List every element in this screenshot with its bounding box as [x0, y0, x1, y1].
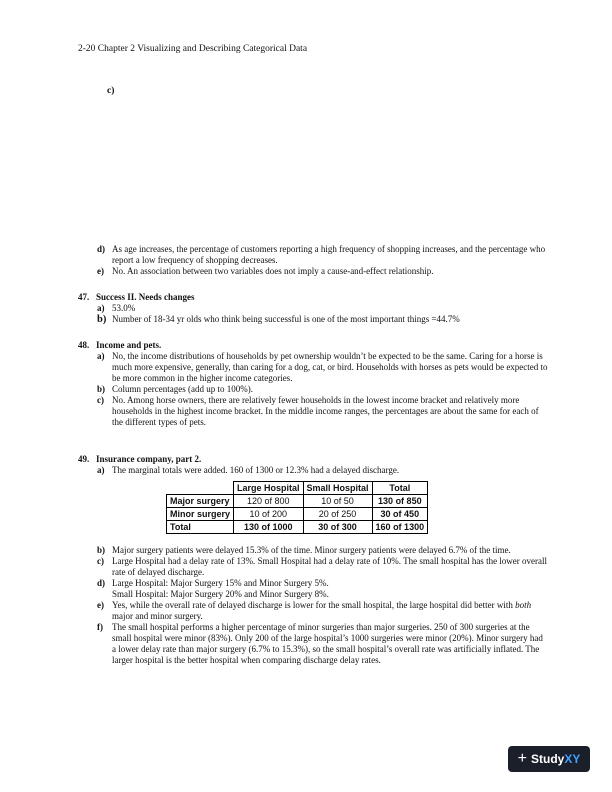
answer-text: As age increases, the percentage of customers reporting a high frequency of shopping increases, and the percentage who report a low frequency of shopping decreases. — [112, 244, 546, 265]
answer-b — [78, 545, 548, 556]
answer-text: Large Hospital had a delay rate of 13%. Small Hospital had a delay rate of 10%. The small hospital has the lower overall rate of delayed discharge. — [112, 556, 548, 577]
table-cell-total: 130 of 850 — [372, 495, 428, 508]
answer-label: d) — [97, 244, 106, 254]
answer-line: Small Hospital: Major Surgery 20% and Minor Surgery 8%. — [112, 589, 329, 599]
table-cell-total: 130 of 1000 — [234, 521, 304, 534]
question-number: 48. — [78, 340, 90, 350]
question-47 — [78, 292, 548, 325]
answer-e — [78, 600, 548, 622]
logo-study-text: Study — [530, 752, 565, 766]
answer-label: b) — [97, 314, 107, 325]
table-cell: 120 of 800 — [234, 495, 304, 508]
answer-text: Major surgery patients were delayed 15.3% of the time. Minor surgery patients were delayed 6.7% of the time. — [112, 545, 511, 555]
answer-text: No. Among horse owners, there are relatively fewer households in the lowest income bracket and relatively more households in the highest income bracket. In the middle income ranges, the percentages are about the same for each of the different types of pets. — [112, 395, 539, 427]
answer-text: Number of 18-34 yr olds who think being successful is one of the most important things =44.7% — [112, 314, 460, 324]
answer-b — [78, 314, 548, 325]
table-corner-cell — [167, 482, 234, 495]
table-cell-total: 160 of 1300 — [372, 521, 428, 534]
table-header-row — [167, 482, 428, 495]
row-label: Major surgery — [167, 495, 234, 508]
studyxy-logo — [508, 746, 590, 772]
answer-f — [78, 622, 548, 666]
column-header: Small Hospital — [303, 482, 372, 495]
answer-c — [78, 395, 548, 428]
answer-b — [78, 384, 548, 395]
table-cell-total: 30 of 300 — [303, 521, 372, 534]
table-cell: 10 of 50 — [303, 495, 372, 508]
row-label: Total — [167, 521, 234, 534]
answer-label: c) — [97, 556, 104, 566]
table-row — [167, 495, 428, 508]
question-title — [78, 340, 548, 351]
answer-a — [78, 351, 548, 384]
answer-text: major and minor surgery. — [112, 611, 203, 621]
part-c-label: c) — [107, 86, 115, 96]
answer-text: The small hospital performs a higher percentage of minor surgeries than major surgeries. 250 of 300 surgeries at the small hospital were minor (83%). Only 200 of the large hospital’s 1000 surgeries were minor (20%). Minor surgery had a lower delay rate than major surgery (6.7% to 15.3%), so the small hospital’s overall rate was artificially inflated. The larger hospital is the better hospital when comparing discharge delay rates. — [112, 622, 543, 665]
question-title-text: Success II. Needs changes — [96, 292, 195, 302]
column-header: Large Hospital — [234, 482, 304, 495]
answer-label: a) — [97, 351, 105, 361]
prev-answer-e — [78, 266, 548, 277]
answer-label: f) — [97, 622, 103, 632]
question-title — [78, 292, 548, 303]
table-cell: 10 of 200 — [234, 508, 304, 521]
hospital-delay-table — [166, 481, 428, 534]
table-cell-total: 30 of 450 — [372, 508, 428, 521]
answer-c — [78, 556, 548, 578]
answer-a — [78, 465, 548, 476]
answer-text: No. An association between two variables does not imply a cause-and-effect relationship. — [112, 266, 434, 276]
answer-text: Yes, while the overall rate of delayed discharge is lower for the small hospital, the large hospital did better with — [112, 600, 516, 610]
question-title — [78, 454, 548, 465]
answer-label: d) — [97, 578, 106, 588]
answer-label: e) — [97, 600, 104, 610]
answer-d — [78, 578, 548, 600]
answer-text: 53.0% — [112, 303, 136, 313]
prev-answers — [78, 244, 548, 277]
table-row — [167, 508, 428, 521]
running-header: 2-20 Chapter 2 Visualizing and Describing Categorical Data — [78, 44, 308, 54]
emphasis-text: both — [515, 600, 532, 610]
table-cell: 20 of 250 — [303, 508, 372, 521]
question-49 — [78, 454, 548, 476]
answer-label: b) — [97, 384, 106, 394]
answer-text: No, the income distributions of households by pet ownership wouldn’t be expected to be the same. Caring for a horse is much more expensive, generally, than caring for a dog, cat, or bird. Households with horses as pets would be expected to be more common in the higher income categories. — [112, 351, 548, 383]
answer-label: e) — [97, 266, 104, 276]
row-label: Minor surgery — [167, 508, 234, 521]
question-number: 47. — [78, 292, 90, 302]
answer-text: Column percentages (add up to 100%). — [112, 384, 253, 394]
logo-xy-text: XY — [564, 752, 581, 766]
question-title-text: Income and pets. — [96, 340, 162, 350]
answer-line: Large Hospital: Major Surgery 15% and Minor Surgery 5%. — [112, 578, 329, 588]
answer-label: a) — [97, 465, 105, 475]
answer-label: b) — [97, 545, 106, 555]
question-number: 49. — [78, 454, 90, 464]
question-48 — [78, 340, 548, 428]
question-title-text: Insurance company, part 2. — [96, 454, 202, 464]
answer-text: The marginal totals were added. 160 of 1300 or 12.3% had a delayed discharge. — [112, 465, 400, 475]
answer-label: a) — [97, 303, 105, 313]
plus-icon: + — [517, 750, 527, 767]
question-49-continued — [78, 545, 548, 666]
prev-answer-d — [78, 244, 548, 266]
answer-a — [78, 303, 548, 314]
table-row — [167, 521, 428, 534]
column-header: Total — [372, 482, 428, 495]
answer-label: c) — [97, 395, 104, 405]
